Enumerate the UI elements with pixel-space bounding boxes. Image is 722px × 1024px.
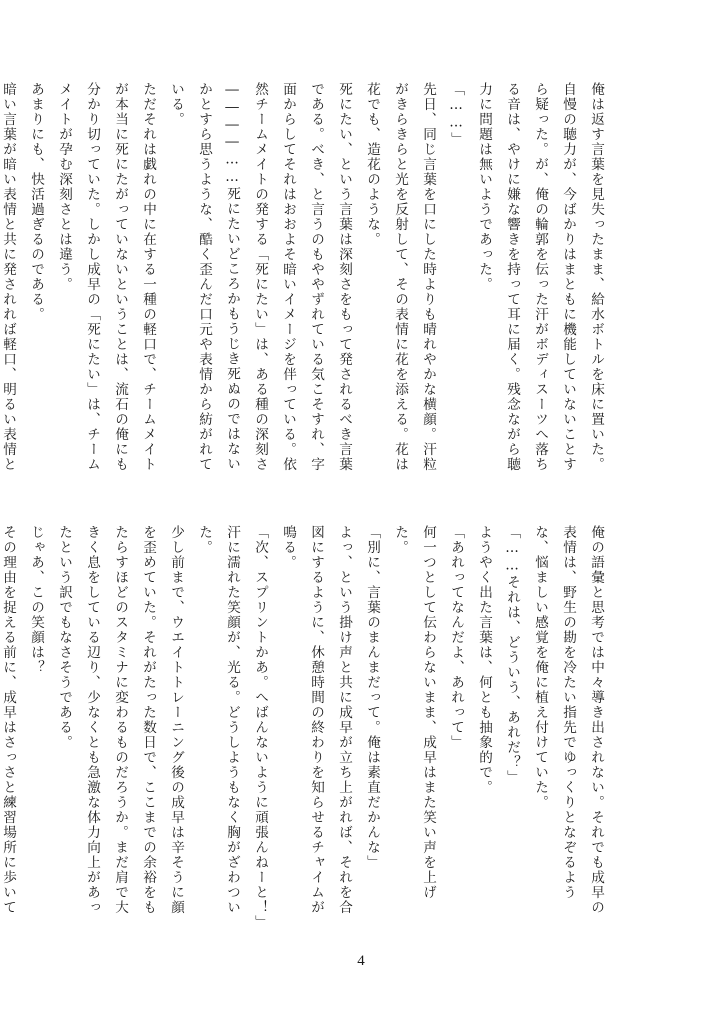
- paragraph: 俺の語彙と思考では中々導き出されない。それでも成早の表情は、野生の勘を冷たい指先でゆっくりとなぞるような、悩ましい感覚を俺に植え付けていた。: [532, 525, 604, 915]
- paragraph: 死にたい、という言葉は深刻さをもって発されるべき言葉である。べき、と言うのもややずれている気こそすれ、字面からしてそれはおおよそ暗いイメージを伴っている。依然チームメイトの発する「死にたい」は、ある種の深刻さ――――……死にたいどころかもうじき死ぬのではないかとすら思うような、酷く歪んだ口元や表情から紡がれている。: [168, 82, 352, 472]
- paragraph: 何一つとして伝わらないまま、成早はまた笑い声を上げた。: [392, 525, 436, 900]
- paragraph: 「……それは、どういう、あれだ？」: [504, 525, 520, 785]
- paragraph: 「次、スプリントかあ。へばんないように頑張んねーと！」: [252, 525, 268, 930]
- paragraph: 汗に濡れた笑顔が、光る。どうしようもなく胸がざわついた。: [196, 525, 240, 915]
- paragraph: 先日、同じ言葉を口にした時よりも晴れやかな横顔。汗粒がきらきらと光を反射して、その表情に花を添える。花は花でも、造花のような。: [364, 82, 436, 472]
- paragraph: 「……」: [448, 82, 464, 147]
- paragraph: よっ、という掛け声と共に成早が立ち上がれば、それを合図にするように、休憩時間の終わりを知らせるチャイムが鳴る。: [280, 525, 352, 915]
- paragraph: 俺は返す言葉を見失ったまま、給水ボトルを床に置いた。自慢の聴力が、今ばかりはまともに機能していないことすら疑った。が、俺の輪郭を伝った汗がボディスーツへ落ちる音は、やけに嫌な響きを持って耳に届く。残念ながら聴力に問題は無いようであった。: [476, 82, 604, 472]
- paragraph: あまりにも、快活過ぎるのである。: [28, 82, 44, 322]
- paragraph: ただそれは戯れの中に在する一種の軽口で、チームメイトが本当に死にたがっていないということは、流石の俺にも分かり切っていた。しかし成早の「死にたい」は、チームメイトが孕む深刻さとは違う。: [56, 82, 156, 472]
- paragraph: 暗い言葉が暗い表情と共に発されれば軽口、明るい表情と: [0, 82, 16, 472]
- page-number: 4: [357, 953, 365, 969]
- paragraph: じゃあ、この笑顔は？: [28, 525, 44, 675]
- paragraph: ようやく出た言葉は、何とも抽象的で。: [476, 525, 492, 795]
- paragraph: その理由を捉える前に、成早はさっさと練習場所に歩いて: [0, 525, 16, 915]
- paragraph: 少し前まで、ウエイトトレーニング後の成早は辛そうに顔を歪めていた。それがたった数日で、ここまでの余裕をもたらすほどのスタミナに変わるものだろうか。まだ肩で大きく息をしている辺り、少なくとも急激な体力向上があったという訳でもなさそうである。: [56, 525, 184, 915]
- paragraph: 「別に、言葉のまんまだって。俺は素直だかんな」: [364, 525, 380, 870]
- bottom-text-block: [0, 525, 610, 930]
- paragraph: 「あれってなんだよ、あれって」: [448, 525, 464, 750]
- top-text-block: [0, 82, 610, 482]
